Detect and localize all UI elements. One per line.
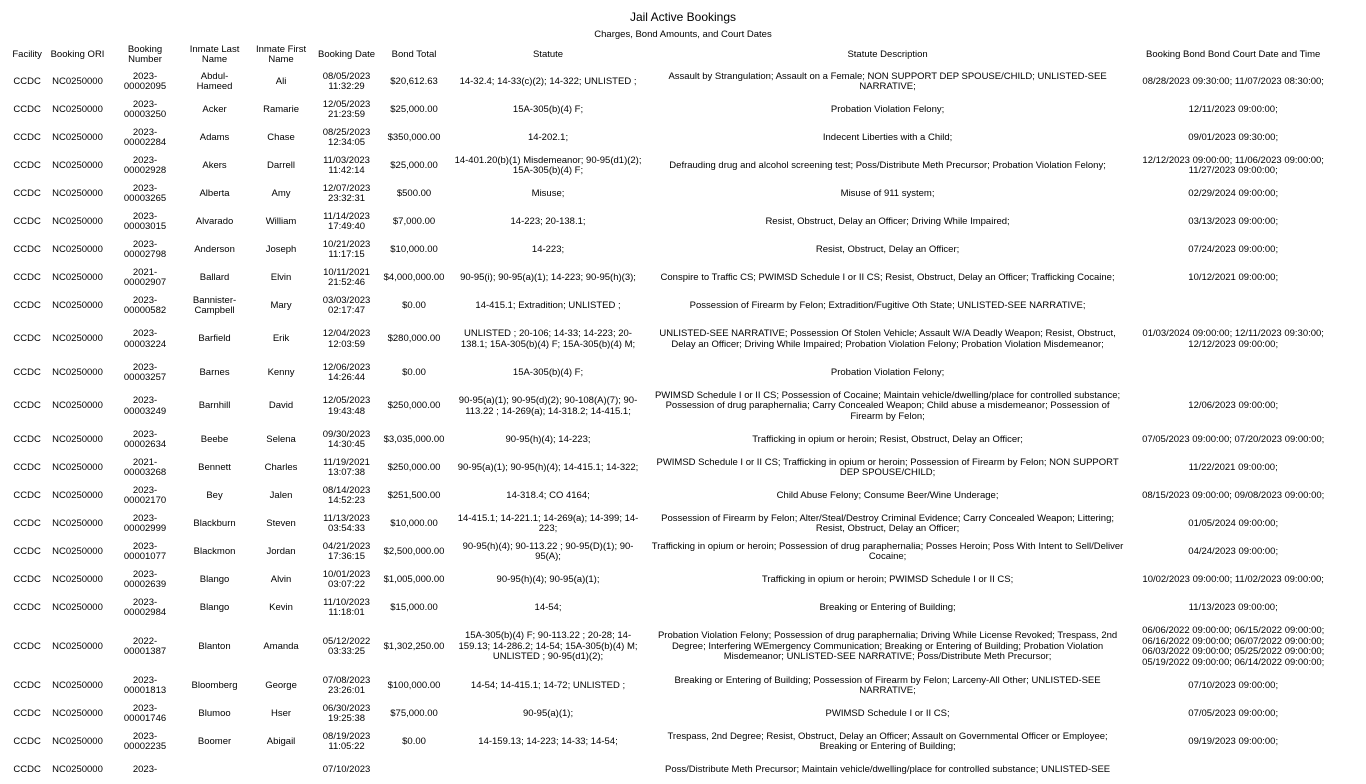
column-header-statute-description: Statute Description — [847, 48, 928, 60]
booking-number-cell: 2023-00001813 — [123, 674, 167, 696]
facility-cell: CCDC — [13, 489, 41, 501]
first-name-cell — [248, 756, 315, 784]
table-row — [8, 454, 1338, 482]
first-name-cell: Kevin — [269, 601, 293, 613]
booking-ori-cell: NC0250000 — [52, 366, 103, 378]
facility-cell: CCDC — [13, 763, 41, 775]
bond-total-cell: $100,000.00 — [387, 679, 441, 691]
table-row — [8, 622, 1338, 672]
statute-description-cell: UNLISTED-SEE NARRATIVE; Possession Of Stolen Vehicle; Assault W/A Deadly Weapon; Resist, Obstruct, Delay an Officer; Driving While Impaired; Probation Violation Felony; Probation Violation Misdemeanor; — [659, 328, 1116, 350]
table-row — [8, 387, 1338, 426]
booking-number-cell: 2022-00001387 — [123, 635, 167, 657]
statute-cell: 90-95(a)(1); — [522, 707, 574, 719]
last-name-cell: Bennett — [198, 461, 231, 473]
bond-total-cell: $500.00 — [396, 187, 432, 199]
facility-cell: CCDC — [13, 159, 41, 171]
facility-cell: CCDC — [13, 243, 41, 255]
last-name-cell: Bannister-Campbell — [192, 294, 237, 316]
bond-total-cell — [379, 756, 450, 784]
statute-description-cell: Misuse of 911 system; — [840, 187, 935, 199]
booking-ori-cell: NC0250000 — [52, 131, 103, 143]
first-name-cell: Charles — [264, 461, 298, 473]
first-name-cell: Steven — [266, 517, 296, 529]
booking-number-cell: 2023-00002639 — [123, 568, 167, 590]
court-date-cell: 12/06/2023 09:00:00; — [1188, 400, 1279, 412]
bond-total-cell: $0.00 — [402, 299, 426, 311]
statute-cell: 14-223; 20-138.1; — [510, 215, 586, 227]
first-name-cell: Chase — [267, 131, 295, 143]
first-name-cell: William — [265, 215, 297, 227]
last-name-cell: Blango — [199, 573, 230, 585]
booking-ori-cell: NC0250000 — [52, 215, 103, 227]
column-header-last-name: Inmate Last Name — [189, 43, 240, 65]
first-name-cell: Jalen — [269, 489, 293, 501]
statute-cell: 90-95(a)(1); 90-95(d)(2); 90-108(A)(7); 90-113.22 ; 14-269(a); 14-318.2; 14-415.1; — [458, 395, 638, 417]
court-date-cell: 10/02/2023 09:00:00; 11/02/2023 09:00:00; — [1142, 573, 1324, 585]
booking-date-cell: 09/30/2023 14:30:45 — [322, 428, 371, 450]
facility-cell: CCDC — [13, 215, 41, 227]
court-date-cell — [1128, 292, 1338, 320]
statute-cell: 14-223; — [531, 243, 565, 255]
first-name-cell: Ali — [275, 75, 287, 87]
first-name-cell: Hser — [271, 707, 292, 719]
facility-cell: CCDC — [13, 640, 41, 652]
statute-cell — [449, 756, 646, 784]
booking-number-cell: 2023-00002999 — [123, 512, 167, 534]
table-row — [8, 756, 1338, 784]
statute-description-cell: Probation Violation Felony; Possession of drug paraphernalia; Driving While License Revoked; Trespass, 2nd Degree; Interfering WEmergency Communication; Breaking or Entering of Building; Probation Violation Misdemeanor; UNLISTED-SEE NARRATIVE; Poss/Distribute Meth Precursor; — [657, 630, 1118, 663]
first-name-cell: Kenny — [267, 366, 295, 378]
court-date-cell: 12/11/2023 09:00:00; — [1188, 103, 1278, 115]
booking-number-cell: 2023- — [132, 763, 158, 775]
booking-date-cell: 08/25/2023 12:34:05 — [322, 126, 371, 148]
bond-total-cell: $280,000.00 — [387, 333, 441, 345]
bond-total-cell: $15,000.00 — [390, 601, 438, 613]
booking-number-cell: 2023-00001077 — [123, 540, 167, 562]
booking-number-cell: 2023-00003224 — [123, 328, 167, 350]
facility-cell: CCDC — [13, 573, 41, 585]
column-header-court-date: Booking Bond Bond Court Date and Time — [1146, 48, 1321, 60]
booking-date-cell: 04/21/2023 17:36:15 — [322, 540, 371, 562]
booking-date-cell: 08/05/2023 11:32:29 — [322, 70, 371, 92]
first-name-cell: Alvin — [270, 573, 292, 585]
booking-number-cell: 2023-00002634 — [123, 428, 167, 450]
statute-description-cell: Conspire to Traffic CS; PWIMSD Schedule I or II CS; Resist, Obstruct, Delay an Officer; Trafficking Cocaine; — [660, 271, 1115, 283]
booking-date-cell: 07/08/2023 23:26:01 — [322, 674, 371, 696]
booking-date-cell: 11/19/2021 13:07:38 — [323, 456, 370, 478]
last-name-cell: Beebe — [200, 433, 229, 445]
bond-total-cell: $250,000.00 — [387, 461, 441, 473]
column-header-bond-total: Bond Total — [391, 48, 437, 60]
facility-cell: CCDC — [13, 366, 41, 378]
statute-cell: 14-415.1; Extradition; UNLISTED ; — [475, 299, 621, 311]
facility-cell: CCDC — [13, 735, 41, 747]
facility-cell: CCDC — [13, 461, 41, 473]
booking-date-cell: 11/10/2023 11:18:01 — [323, 596, 370, 618]
statute-cell: 14-401.20(b)(1) Misdemeanor; 90-95(d1)(2); 15A-305(b)(4) F; — [454, 154, 642, 176]
facility-cell: CCDC — [13, 271, 41, 283]
bond-total-cell: $10,000.00 — [390, 517, 438, 529]
last-name-cell: Boomer — [197, 735, 232, 747]
statute-description-cell: Resist, Obstruct, Delay an Officer; Driving While Impaired; — [765, 215, 1010, 227]
statute-description-cell: PWIMSD Schedule I or II CS; Trafficking in opium or heroin; Possession of Firearm by Felon; NON SUPPORT DEP SPOUSE/CHILD; — [656, 456, 1119, 478]
booking-date-cell: 08/19/2023 11:05:22 — [322, 730, 371, 752]
statute-cell: UNLISTED ; 20-106; 14-33; 14-223; 20-138.1; 15A-305(b)(4) F; 15A-305(b)(4) M; — [460, 328, 636, 350]
booking-ori-cell: NC0250000 — [52, 489, 103, 501]
table-row — [8, 264, 1338, 292]
last-name-cell: Adams — [199, 131, 230, 143]
booking-ori-cell: NC0250000 — [52, 75, 103, 87]
booking-date-cell: 10/01/2023 03:07:22 — [322, 568, 371, 590]
court-date-cell: 03/13/2023 09:00:00; — [1188, 215, 1279, 227]
statute-cell: 14-54; — [534, 601, 562, 613]
statute-cell: 14-318.4; CO 4164; — [506, 489, 590, 501]
booking-date-cell: 11/03/2023 11:42:14 — [323, 154, 370, 176]
table-body — [8, 68, 1338, 784]
court-date-cell: 12/12/2023 09:00:00; 11/06/2023 09:00:00; 11/27/2023 09:00:00; — [1142, 154, 1324, 176]
court-date-cell: 09/19/2023 09:00:00; — [1188, 735, 1279, 747]
bond-total-cell: $10,000.00 — [390, 243, 438, 255]
booking-ori-cell: NC0250000 — [52, 461, 103, 473]
court-date-cell: 06/06/2022 09:00:00; 06/15/2022 09:00:00; 06/16/2022 09:00:00; 06/07/2022 09:00:00; 06/03/2022 09:00:00; 05/25/2022 09:00:00; 05/19/2022 09:00:00; 06/14/2022 09:00:00; — [1142, 625, 1325, 668]
facility-cell: CCDC — [13, 707, 41, 719]
court-date-cell: 10/12/2021 09:00:00; — [1188, 271, 1279, 283]
table-row — [8, 124, 1338, 152]
table-row — [8, 594, 1338, 622]
last-name-cell: Akers — [202, 159, 227, 171]
booking-ori-cell: NC0250000 — [52, 271, 103, 283]
booking-ori-cell: NC0250000 — [52, 573, 103, 585]
court-date-cell — [1128, 359, 1338, 387]
booking-ori-cell: NC0250000 — [52, 679, 103, 691]
bookings-table — [8, 42, 1338, 784]
last-name-cell: Barfield — [198, 333, 231, 345]
court-date-cell: 11/22/2021 09:00:00; — [1188, 461, 1278, 473]
booking-ori-cell: NC0250000 — [52, 601, 103, 613]
table-row — [8, 208, 1338, 236]
bond-total-cell: $250,000.00 — [387, 400, 441, 412]
booking-date-cell: 12/06/2023 14:26:44 — [322, 361, 371, 383]
column-header-statute: Statute — [532, 48, 564, 60]
court-date-cell — [1128, 756, 1338, 784]
table-header-row — [8, 42, 1338, 68]
last-name-cell: Blanton — [198, 640, 231, 652]
bond-total-cell: $0.00 — [402, 366, 426, 378]
table-row — [8, 292, 1338, 320]
first-name-cell: Abigail — [266, 735, 296, 747]
court-date-cell: 07/05/2023 09:00:00; — [1188, 707, 1279, 719]
booking-number-cell: 2023-00002984 — [123, 596, 167, 618]
table-row — [8, 236, 1338, 264]
booking-number-cell: 2023-00001746 — [123, 702, 167, 724]
booking-date-cell: 12/05/2023 21:23:59 — [322, 98, 371, 120]
booking-number-cell: 2023-00002170 — [123, 484, 167, 506]
court-date-cell: 08/15/2023 09:00:00; 09/08/2023 09:00:00; — [1142, 489, 1325, 501]
bond-total-cell: $1,005,000.00 — [383, 573, 445, 585]
statute-description-cell: Poss/Distribute Meth Precursor; Maintain vehicle/dwelling/place for controlled substance; UNLISTED-SEE — [665, 763, 1111, 775]
facility-cell: CCDC — [13, 131, 41, 143]
booking-ori-cell: NC0250000 — [52, 400, 103, 412]
first-name-cell: Jordan — [266, 545, 296, 557]
first-name-cell: David — [268, 400, 294, 412]
booking-ori-cell: NC0250000 — [52, 545, 103, 557]
booking-number-cell: 2023-00002235 — [123, 730, 167, 752]
table-row — [8, 700, 1338, 728]
table-row — [8, 510, 1338, 538]
booking-ori-cell: NC0250000 — [52, 433, 103, 445]
booking-number-cell: 2023-00000582 — [123, 294, 167, 316]
booking-number-cell: 2021-00003268 — [123, 456, 167, 478]
statute-cell: 14-202.1; — [527, 131, 569, 143]
first-name-cell: Ramarie — [263, 103, 299, 115]
booking-date-cell: 10/21/2023 11:17:15 — [322, 238, 371, 260]
statute-description-cell: Possession of Firearm by Felon; Alter/Steal/Destroy Criminal Evidence; Carry Concealed Weapon; Littering; Resist, Obstruct, Delay an Officer; — [661, 512, 1114, 534]
last-name-cell: Acker — [202, 103, 227, 115]
column-header-booking-date: Booking Date — [318, 48, 376, 60]
bond-total-cell: $25,000.00 — [390, 103, 438, 115]
booking-date-cell: 03/03/2023 02:17:47 — [322, 294, 371, 316]
last-name-cell: Anderson — [194, 243, 235, 255]
bond-total-cell: $251,500.00 — [387, 489, 441, 501]
bond-total-cell: $20,612.63 — [390, 75, 438, 87]
report-title: Jail Active Bookings — [629, 10, 737, 24]
statute-description-cell: Assault by Strangulation; Assault on a Female; NON SUPPORT DEP SPOUSE/CHILD; UNLISTED-SEE NARRATIVE; — [668, 70, 1107, 92]
facility-cell: CCDC — [13, 333, 41, 345]
column-header-facility: Facility — [12, 48, 42, 60]
booking-date-cell: 12/05/2023 19:43:48 — [322, 395, 371, 417]
court-date-cell: 02/29/2024 09:00:00; — [1188, 187, 1279, 199]
facility-cell: CCDC — [13, 187, 41, 199]
first-name-cell: Amanda — [263, 640, 299, 652]
column-header-first-name: Inmate First Name — [255, 43, 307, 65]
facility-cell: CCDC — [13, 545, 41, 557]
statute-cell: 90-95(h)(4); 90-95(a)(1); — [496, 573, 600, 585]
last-name-cell: Blackburn — [193, 517, 236, 529]
booking-number-cell: 2023-00003249 — [123, 395, 167, 417]
booking-date-cell: 11/14/2023 17:49:40 — [323, 210, 370, 232]
statute-description-cell: Trafficking in opium or heroin; PWIMSD Schedule I or II CS; — [761, 573, 1014, 585]
booking-ori-cell: NC0250000 — [52, 243, 103, 255]
booking-ori-cell: NC0250000 — [52, 187, 103, 199]
table-row — [8, 96, 1338, 124]
last-name-cell: Ballard — [199, 271, 230, 283]
bond-total-cell: $3,035,000.00 — [383, 433, 445, 445]
statute-description-cell: Resist, Obstruct, Delay an Officer; — [815, 243, 960, 255]
booking-date-cell: 06/30/2023 19:25:38 — [322, 702, 371, 724]
booking-number-cell: 2023-00003265 — [123, 182, 167, 204]
first-name-cell: George — [265, 679, 297, 691]
statute-description-cell: Trafficking in opium or heroin; Possession of drug paraphernalia; Posses Heroin; Poss With Intent to Sell/Deliver Cocaine; — [651, 540, 1124, 562]
table-row — [8, 566, 1338, 594]
statute-cell: 15A-305(b)(4) F; — [512, 366, 584, 378]
statute-cell: 15A-305(b)(4) F; 90-113.22 ; 20-28; 14-159.13; 14-286.2; 14-54; 15A-305(b)(4) M; UNLISTED ; 90-95(d1)(2); — [458, 630, 638, 663]
bond-total-cell: $4,000,000.00 — [383, 271, 445, 283]
booking-number-cell: 2023-00002095 — [123, 70, 167, 92]
facility-cell: CCDC — [13, 299, 41, 311]
table-row — [8, 672, 1338, 700]
statute-cell: 90-95(a)(1); 90-95(h)(4); 14-415.1; 14-322; — [457, 461, 639, 473]
bond-total-cell: $350,000.00 — [387, 131, 441, 143]
booking-date-cell: 11/13/2023 03:54:33 — [323, 512, 370, 534]
facility-cell: CCDC — [13, 400, 41, 412]
last-name-cell: Abdul-Hameed — [196, 70, 233, 92]
bond-total-cell: $25,000.00 — [390, 159, 438, 171]
statute-description-cell: Breaking or Entering of Building; — [819, 601, 956, 613]
statute-cell: 15A-305(b)(4) F; — [512, 103, 584, 115]
booking-ori-cell: NC0250000 — [52, 103, 103, 115]
report-subtitle: Charges, Bond Amounts, and Court Dates — [594, 29, 772, 40]
last-name-cell: Bloomberg — [191, 679, 238, 691]
last-name-cell: Alberta — [199, 187, 230, 199]
booking-number-cell: 2023-00003015 — [123, 210, 167, 232]
statute-description-cell: PWIMSD Schedule I or II CS; Possession of Cocaine; Maintain vehicle/dwelling/place for controlled substance; Possession of drug paraphernalia; Carry Concealed Weapon; Child abuse a misdemeanor; Possession of Firearm by Felon; — [654, 389, 1121, 422]
last-name-cell: Blackmon — [193, 545, 236, 557]
booking-date-cell: 12/07/2023 23:32:31 — [322, 182, 371, 204]
first-name-cell: Selena — [266, 433, 296, 445]
table-row — [8, 426, 1338, 454]
facility-cell: CCDC — [13, 601, 41, 613]
table-row — [8, 68, 1338, 96]
first-name-cell: Darrell — [267, 159, 296, 171]
booking-ori-cell: NC0250000 — [52, 159, 103, 171]
table-row — [8, 359, 1338, 387]
statute-cell: 90-95(h)(4); 90-113.22 ; 90-95(D)(1); 90-95(A); — [462, 540, 634, 562]
facility-cell: CCDC — [13, 517, 41, 529]
court-date-cell: 08/28/2023 09:30:00; 11/07/2023 08:30:00; — [1142, 75, 1324, 87]
court-date-cell: 09/01/2023 09:30:00; — [1188, 131, 1279, 143]
bond-total-cell: $7,000.00 — [392, 215, 436, 227]
booking-ori-cell: NC0250000 — [52, 517, 103, 529]
statute-description-cell: Trespass, 2nd Degree; Resist, Obstruct, Delay an Officer; Assault on Governmental Officer or Employee; Breaking or Entering of Building; — [667, 730, 1108, 752]
booking-number-cell: 2023-00002284 — [123, 126, 167, 148]
statute-description-cell: Possession of Firearm by Felon; Extradition/Fugitive Oth State; UNLISTED-SEE NARRATIVE; — [689, 299, 1086, 311]
first-name-cell: Mary — [270, 299, 292, 311]
first-name-cell: Erik — [272, 333, 290, 345]
booking-ori-cell: NC0250000 — [52, 763, 103, 775]
last-name-cell: Barnhill — [198, 400, 231, 412]
bond-total-cell: $1,302,250.00 — [383, 640, 445, 652]
last-name-cell: Barnes — [199, 366, 230, 378]
booking-number-cell: 2023-00003257 — [123, 361, 167, 383]
statute-description-cell: Probation Violation Felony; — [830, 366, 945, 378]
statute-cell: 14-415.1; 14-221.1; 14-269(a); 14-399; 14-223; — [457, 512, 639, 534]
statute-cell: 90-95(h)(4); 14-223; — [505, 433, 591, 445]
statute-description-cell: Indecent Liberties with a Child; — [822, 131, 953, 143]
booking-number-cell: 2021-00002907 — [123, 266, 167, 288]
facility-cell: CCDC — [13, 103, 41, 115]
booking-ori-cell: NC0250000 — [52, 299, 103, 311]
statute-cell: 90-95(i); 90-95(a)(1); 14-223; 90-95(h)(3); — [460, 271, 636, 283]
first-name-cell: Amy — [271, 187, 291, 199]
statute-description-cell: Trafficking in opium or heroin; Resist, Obstruct, Delay an Officer; — [752, 433, 1023, 445]
statute-description-cell: Probation Violation Felony; — [830, 103, 945, 115]
statute-cell: 14-54; 14-415.1; 14-72; UNLISTED ; — [470, 679, 626, 691]
bond-total-cell: $2,500,000.00 — [383, 545, 445, 557]
court-date-cell: 01/05/2024 09:00:00; — [1188, 517, 1279, 529]
booking-ori-cell: NC0250000 — [52, 735, 103, 747]
facility-cell: CCDC — [13, 433, 41, 445]
booking-date-cell: 12/04/2023 12:03:59 — [322, 328, 371, 350]
booking-ori-cell: NC0250000 — [52, 640, 103, 652]
bond-total-cell: $75,000.00 — [390, 707, 438, 719]
first-name-cell: Joseph — [265, 243, 297, 255]
statute-description-cell: PWIMSD Schedule I or II CS; — [825, 707, 950, 719]
booking-date-cell: 08/14/2023 14:52:23 — [322, 484, 371, 506]
booking-date-cell: 05/12/2022 03:33:25 — [322, 635, 371, 657]
booking-ori-cell: NC0250000 — [52, 333, 103, 345]
facility-cell: CCDC — [13, 75, 41, 87]
last-name-cell: Bey — [206, 489, 223, 501]
table-row — [8, 728, 1338, 756]
court-date-cell: 11/13/2023 09:00:00; — [1188, 601, 1278, 613]
last-name-cell: Blumoo — [198, 707, 231, 719]
booking-date-cell: 07/10/2023 — [322, 763, 371, 775]
column-header-booking-ori: Booking ORI — [50, 48, 105, 60]
first-name-cell: Elvin — [270, 271, 292, 283]
column-header-booking-number: Booking Number — [127, 43, 163, 65]
booking-number-cell: 2023-00003250 — [123, 98, 167, 120]
statute-cell: 14-159.13; 14-223; 14-33; 14-54; — [478, 735, 618, 747]
last-name-cell: Blango — [199, 601, 230, 613]
facility-cell: CCDC — [13, 679, 41, 691]
table-row — [8, 482, 1338, 510]
table-row — [8, 152, 1338, 180]
statute-description-cell: Breaking or Entering of Building; Possession of Firearm by Felon; Larceny-All Other; UNLISTED-SEE NARRATIVE; — [674, 674, 1101, 696]
court-date-cell: 07/05/2023 09:00:00; 07/20/2023 09:00:00; — [1142, 433, 1325, 445]
last-name-cell: Alvarado — [195, 215, 234, 227]
booking-ori-cell: NC0250000 — [52, 707, 103, 719]
booking-number-cell: 2023-00002928 — [123, 154, 167, 176]
statute-cell: Misuse; — [531, 187, 565, 199]
court-date-cell: 07/24/2023 09:00:00; — [1188, 243, 1279, 255]
table-row — [8, 538, 1338, 566]
court-date-cell: 04/24/2023 09:00:00; — [1188, 545, 1279, 557]
booking-number-cell: 2023-00002798 — [123, 238, 167, 260]
statute-cell: 14-32.4; 14-33(c)(2); 14-322; UNLISTED ; — [459, 75, 637, 87]
booking-date-cell: 10/11/2021 21:52:46 — [323, 266, 370, 288]
bond-total-cell: $0.00 — [402, 735, 426, 747]
last-name-cell — [181, 756, 248, 784]
court-date-cell: 07/10/2023 09:00:00; — [1188, 679, 1279, 691]
table-row — [8, 320, 1338, 359]
court-date-cell: 01/03/2024 09:00:00; 12/11/2023 09:30:00; 12/12/2023 09:00:00; — [1142, 328, 1324, 350]
statute-description-cell: Defrauding drug and alcohol screening test; Poss/Distribute Meth Precursor; Probation Violation Felony; — [669, 159, 1106, 171]
table-row — [8, 180, 1338, 208]
statute-description-cell: Child Abuse Felony; Consume Beer/Wine Underage; — [776, 489, 999, 501]
